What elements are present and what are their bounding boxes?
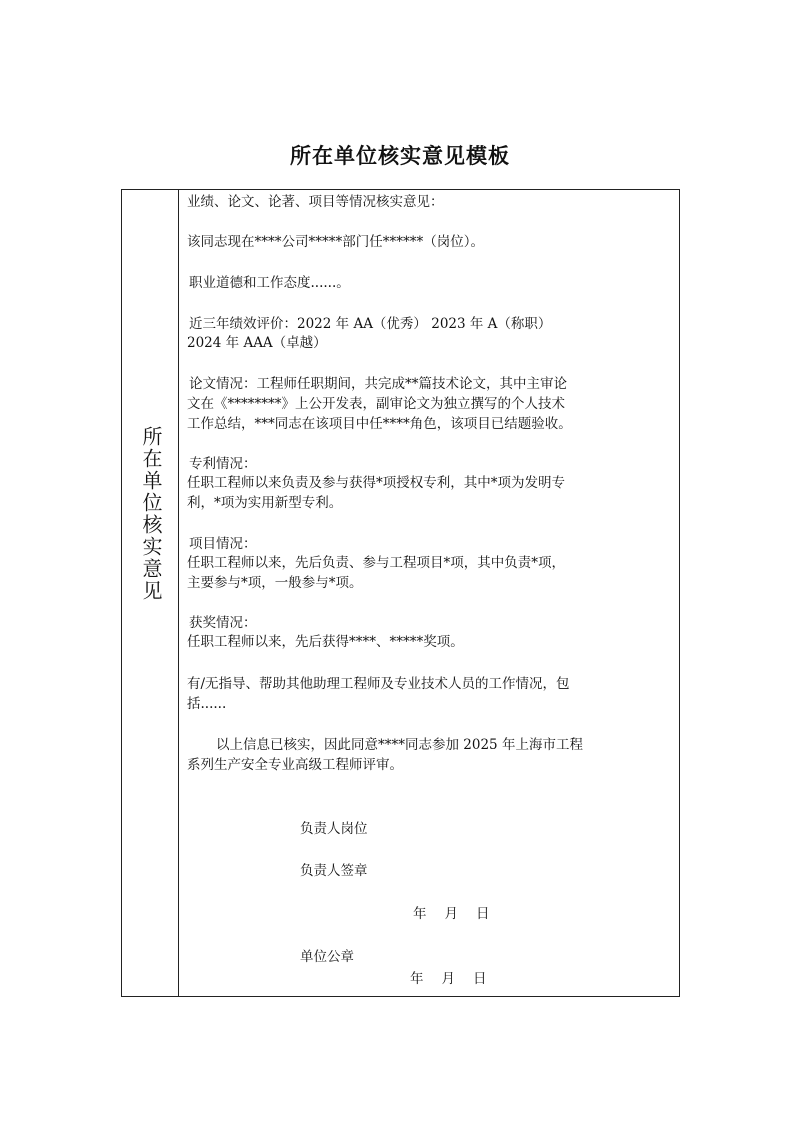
signature-date [413, 905, 508, 923]
position-line: 该同志现在****公司*****部门任******（岗位）。 [187, 234, 484, 250]
signature-date-month: 月 [444, 906, 458, 922]
conclusion-line-1: 以上信息已核实，因此同意****同志参加 2025 年上海市工程 [216, 737, 583, 753]
signature-date-day: 日 [476, 906, 490, 922]
project-title: 项目情况： [189, 536, 257, 552]
award-line-1: 任职工程师以来，先后获得****、*****奖项。 [187, 634, 464, 650]
label-cell [122, 190, 179, 996]
seal-date-day: 日 [473, 971, 487, 987]
guide-line-2: 括...... [187, 696, 227, 712]
ethics-line: 职业道德和工作态度......。 [189, 275, 350, 291]
verification-table [121, 189, 680, 997]
conclusion-line-2: 系列生产安全专业高级工程师评审。 [187, 757, 403, 773]
project-line-2: 主要参与*项，一般参与*项。 [187, 575, 363, 591]
eval-line-1: 近三年绩效评价：2022 年 AA（优秀） 2023 年 A（称职） [189, 316, 552, 332]
content-heading: 业绩、论文、论著、项目等情况核实意见： [187, 194, 444, 210]
seal-date [410, 970, 505, 988]
responsible-signature-label: 负责人签章 [300, 863, 368, 879]
patent-line-1: 任职工程师以来负责及参与获得*项授权专利，其中*项为发明专 [187, 475, 565, 491]
project-line-1: 任职工程师以来，先后负责、参与工程项目*项，其中负责*项， [187, 555, 565, 571]
patent-line-2: 利，*项为实用新型专利。 [187, 495, 343, 511]
responsible-position-label: 负责人岗位 [300, 821, 368, 837]
paper-line-3: 工作总结，***同志在该项目中任****角色，该项目已结题验收。 [187, 416, 572, 432]
patent-title: 专利情况： [189, 456, 257, 472]
seal-date-month: 月 [441, 971, 455, 987]
label-cell-text: 所在单位核实意见 [139, 426, 163, 602]
eval-line-2: 2024 年 AAA（卓越） [187, 335, 327, 351]
award-title: 获奖情况： [189, 615, 257, 631]
page-title: 所在单位核实意见模板 [290, 144, 510, 168]
signature-date-year: 年 [413, 906, 427, 922]
paper-line-1: 论文情况：工程师任职期间，共完成**篇技术论文，其中主审论 [189, 376, 567, 392]
guide-line-1: 有/无指导、帮助其他助理工程师及专业技术人员的工作情况，包 [187, 676, 570, 692]
unit-seal-label: 单位公章 [300, 949, 354, 965]
seal-date-year: 年 [410, 971, 424, 987]
paper-line-2: 文在《********》上公开发表，副审论文为独立撰写的个人技术 [187, 396, 565, 412]
